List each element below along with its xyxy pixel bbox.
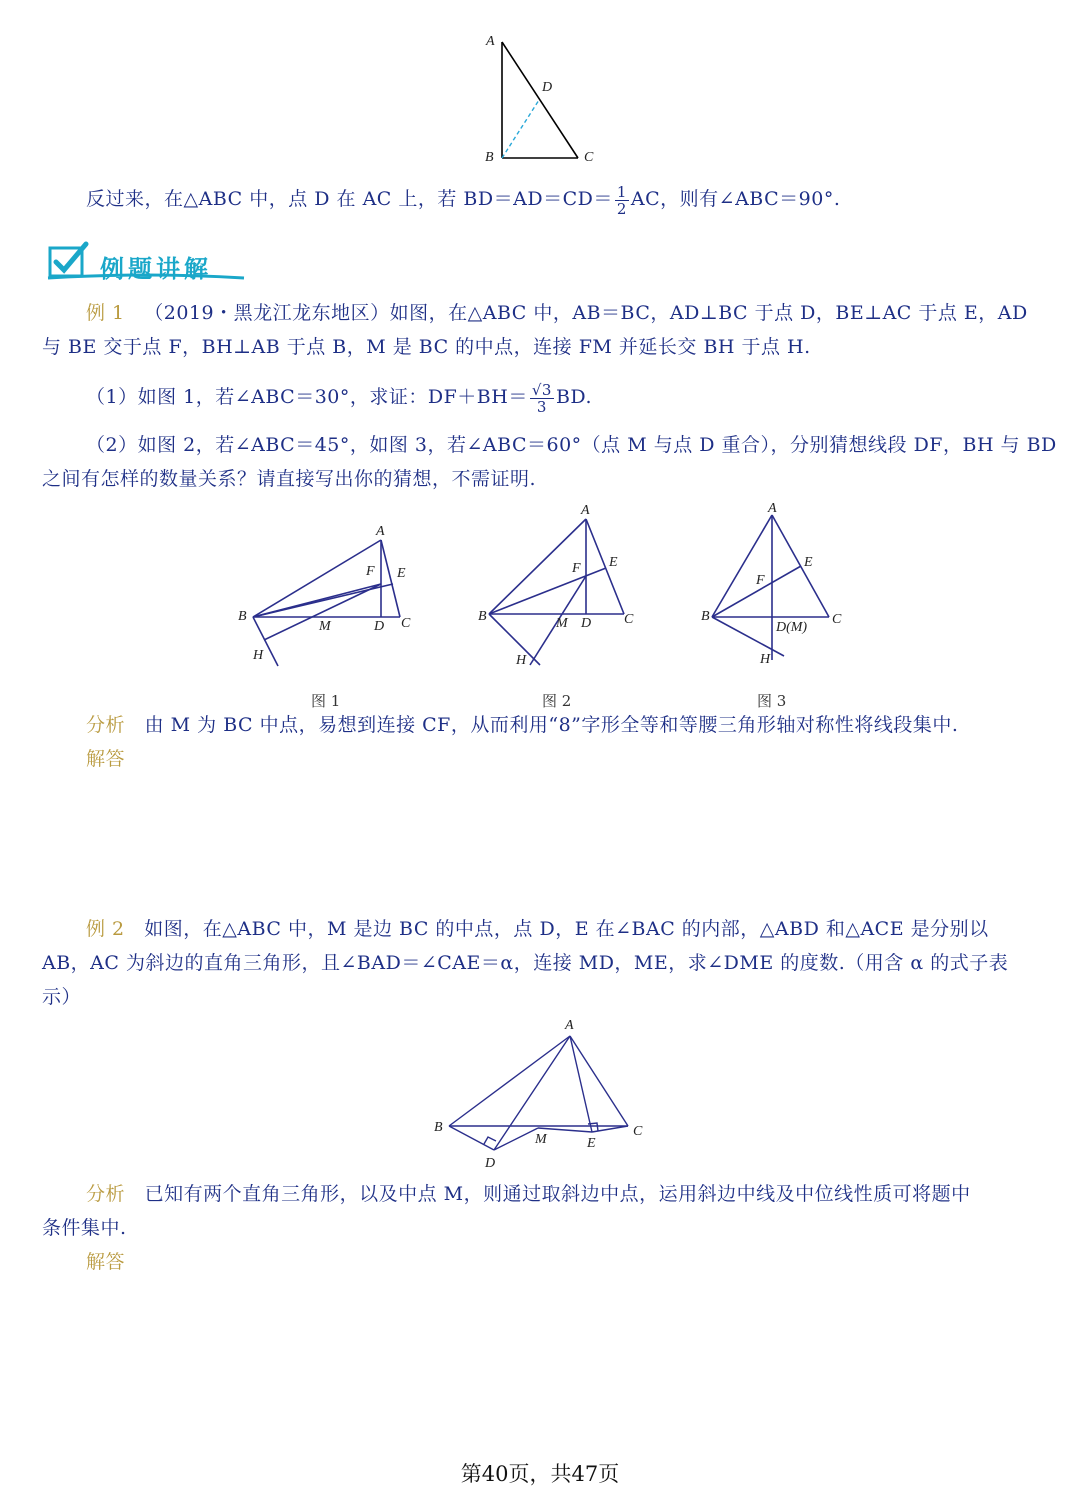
fig1-label-H: H: [253, 648, 264, 663]
fig3-label-F: F: [756, 573, 765, 588]
fig2-label-H: H: [516, 653, 527, 668]
fig-ex2-label-A: A: [565, 1018, 574, 1033]
fig1-label-M: M: [319, 619, 331, 634]
fig1-label-C: C: [401, 616, 411, 631]
ex2-analysis-line1: 分析 已知有两个直角三角形，以及中点 M，则通过取斜边中点，运用斜边中线及中位线性质可将题中: [86, 1183, 971, 1205]
fig-ex2-label-M: M: [535, 1132, 547, 1147]
ex2-analysis-label: 分析: [86, 1183, 126, 1205]
fig2-label-B: B: [478, 609, 487, 624]
ex1-label: 例 1: [86, 302, 125, 324]
label-C: C: [584, 150, 594, 165]
fig3-label-E: E: [804, 555, 813, 570]
fig1-caption: 图 1: [311, 692, 341, 710]
fig1-label-D: D: [374, 619, 385, 634]
fig-ex2-label-D: D: [485, 1156, 496, 1171]
ex1-analysis: 分析 由 M 为 BC 中点，易想到连接 CF，从而利用“8”字形全等和等腰三角形轴对称性将线段集中.: [86, 714, 959, 736]
page-number: 第40页，共47页: [460, 1462, 620, 1486]
fig2-label-E: E: [609, 555, 618, 570]
fig-ex2-label-E: E: [587, 1136, 596, 1151]
label-B: B: [485, 150, 494, 165]
ex1-q1: （1）如图 1，若∠ABC＝30°，求证：DF＋BH＝ $\frac{√3}{3}$ BD.: [86, 380, 593, 416]
fig3-label-C: C: [832, 612, 842, 627]
fig2-label-F: F: [572, 561, 581, 576]
fig3-caption: 图 3: [757, 692, 787, 710]
fig1-label-E: E: [397, 566, 406, 581]
label-A: A: [486, 34, 495, 49]
ex1-answer-label: 解答: [86, 748, 126, 770]
section-title: 例题讲解: [100, 255, 212, 283]
fig3-label-H: H: [760, 652, 771, 667]
ex2-line3: 示）: [42, 986, 82, 1008]
fig2-label-A: A: [581, 503, 590, 518]
ex1-q2-line1: （2）如图 2，若∠ABC＝45°，如图 3，若∠ABC＝60°（点 M 与点 D 重合），分别猜想线段 DF，BH 与 BD: [86, 434, 1057, 456]
fig1-label-B: B: [238, 609, 247, 624]
converse-statement: 反过来，在△ABC 中，点 D 在 AC 上，若 BD＝AD＝CD＝ $\frac{1}{2}$ AC，则有∠ABC＝90°.: [86, 182, 841, 218]
fig1-label-F: F: [366, 564, 375, 579]
ex1-q2-line2: 之间有怎样的数量关系？请直接写出你的猜想，不需证明.: [42, 468, 537, 490]
ex2-label: 例 2: [86, 918, 125, 940]
fig-ex2-label-B: B: [434, 1120, 443, 1135]
fig3-label-DM: D(M): [776, 620, 808, 635]
fig2-label-D: D: [581, 616, 592, 631]
ex1-analysis-label: 分析: [86, 714, 126, 736]
fig3-label-B: B: [701, 609, 710, 624]
fig2-label-M: M: [556, 616, 568, 631]
fig3-label-A: A: [768, 501, 777, 516]
label-D: D: [542, 80, 553, 95]
fig-ex2-label-C: C: [633, 1124, 643, 1139]
fig2-caption: 图 2: [542, 692, 572, 710]
ex2-answer-label: 解答: [86, 1251, 126, 1273]
ex1-line2: 与 BE 交于点 F，BH⊥AB 于点 B，M 是 BC 的中点，连接 FM 并延长交 BH 于点 H.: [42, 336, 811, 358]
ex2-line2: AB，AC 为斜边的直角三角形，且∠BAD＝∠CAE＝α，连接 MD，ME，求∠DME 的度数.（用含 α 的式子表: [42, 952, 1009, 974]
fig2-label-C: C: [624, 612, 634, 627]
ex2-line1: 例 2 如图，在△ABC 中，M 是边 BC 的中点，点 D，E 在∠BAC 的内部，△ABD 和△ACE 是分别以: [86, 918, 989, 940]
ex2-analysis-line2: 条件集中.: [42, 1217, 127, 1239]
fig1-label-A: A: [376, 524, 385, 539]
ex1-line1: 例 1 （2019・黑龙江龙东地区）如图，在△ABC 中，AB＝BC，AD⊥BC 于点 D，BE⊥AC 于点 E，AD: [86, 302, 1028, 324]
